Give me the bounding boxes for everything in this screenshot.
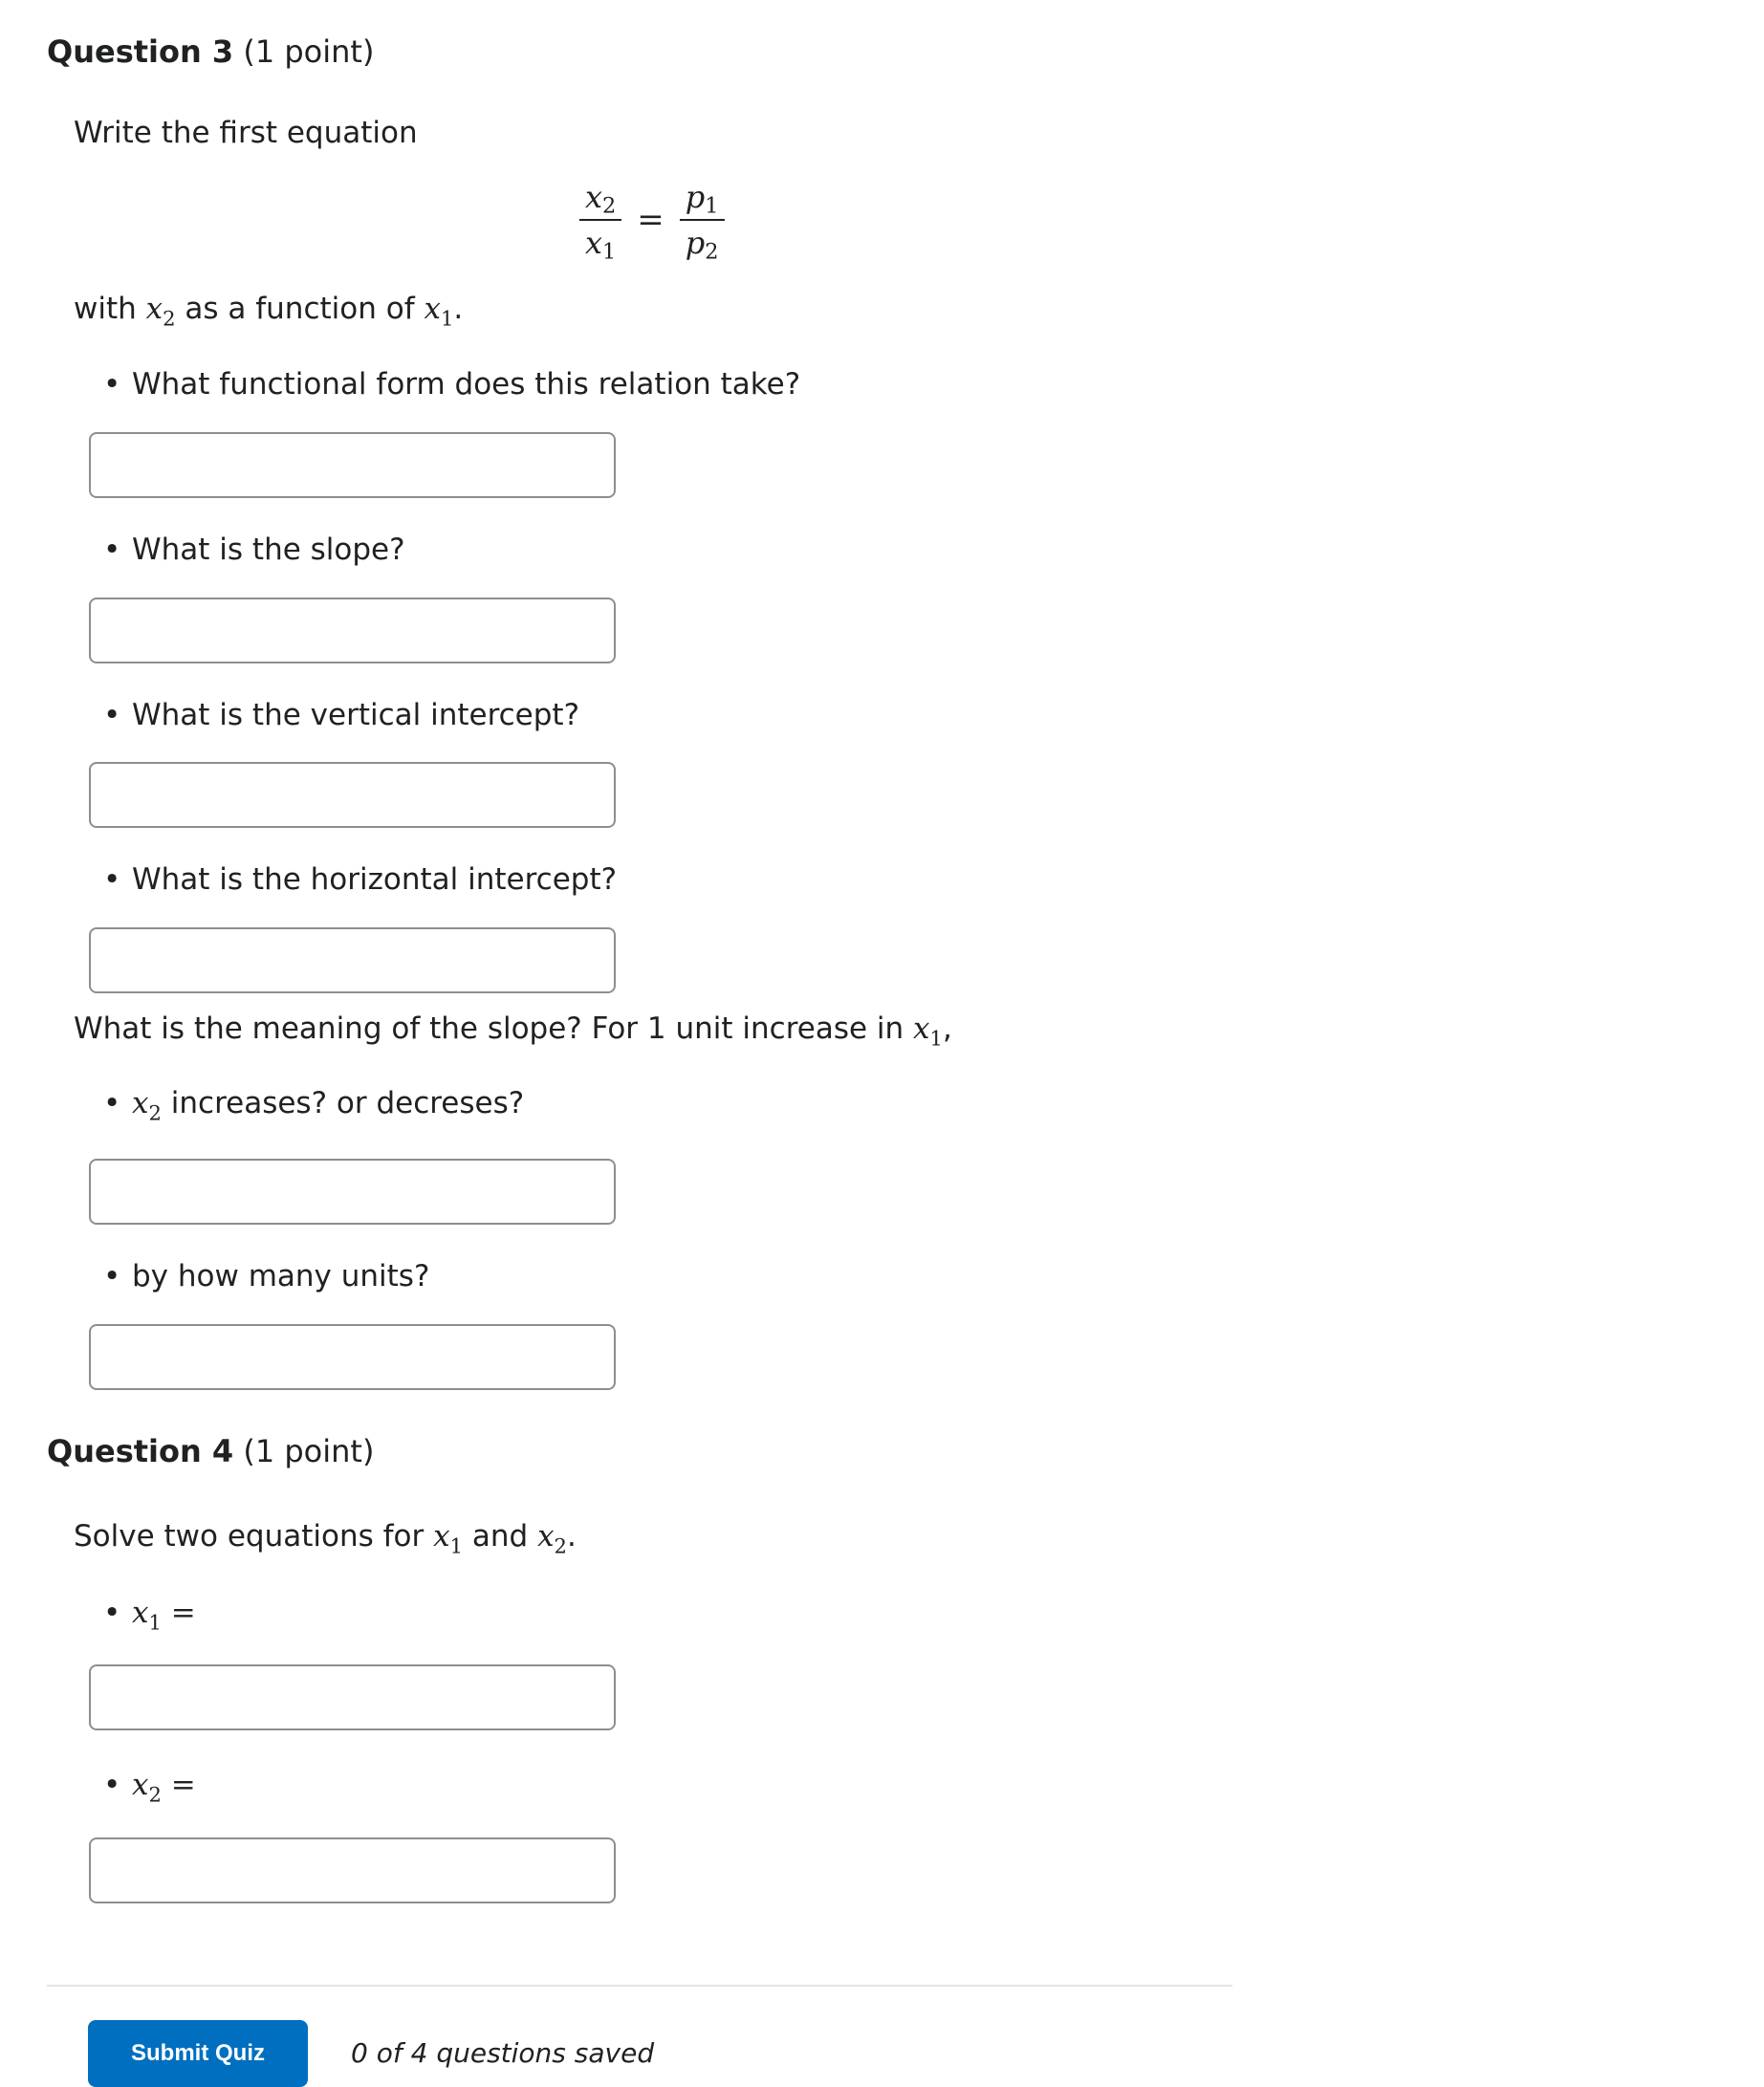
answer-x1-input[interactable] [89,1664,616,1730]
q4-intro-text: Solve two equations for $x_1$ and $x_2$. [74,1519,577,1558]
question-points: (1 point) [243,33,375,70]
question-points: (1 point) [243,1433,375,1469]
bullet-icon: • [103,533,121,567]
q3-intro-text: Write the first equation [74,116,418,150]
fraction-x2-over-x1: $\frac{x_2}{x_1}$ [579,179,621,261]
q3-with-text: with $x_2$ as a function of $x_1$. [74,292,464,331]
bullet-icon: • [103,862,121,897]
equation-display [579,172,725,268]
answer-horizontal-intercept-input[interactable] [89,927,616,993]
bullet-icon: • [103,1086,121,1120]
answer-functional-form-input[interactable] [89,432,616,498]
bullet-icon: • [103,698,121,732]
question-3-heading [47,33,374,71]
submit-quiz-button[interactable]: Submit Quiz [88,2020,308,2087]
answer-units-input[interactable] [89,1324,616,1390]
footer-divider [47,1985,1232,1987]
bullet-icon: • [103,1259,121,1294]
answer-slope-input[interactable] [89,598,616,663]
bullet-icon: • [103,1768,121,1802]
list-item: • What is the slope? [103,533,405,567]
question-number: Question 3 [47,33,234,70]
list-item: • by how many units? [103,1259,430,1294]
question-number: Question 4 [47,1433,234,1469]
equals-sign: = [637,201,664,239]
list-item: • What is the horizontal intercept? [103,862,618,897]
question-4-heading [47,1432,374,1470]
list-item: • $x_1$ = [103,1596,196,1635]
answer-vertical-intercept-input[interactable] [89,762,616,828]
q3-meaning-text: What is the meaning of the slope? For 1 unit increase in $x_1$, [74,1011,952,1051]
answer-x2-input[interactable] [89,1837,616,1903]
list-item: • What functional form does this relation take? [103,367,801,402]
list-item: • $x_2$ = [103,1768,196,1807]
list-item: • $x_2$ increases? or decreses? [103,1086,525,1125]
fraction-p1-over-p2: $\frac{p_1}{p_2}$ [680,179,725,261]
bullet-icon: • [103,1596,121,1630]
answer-increase-decrease-input[interactable] [89,1159,616,1225]
list-item: • What is the vertical intercept? [103,698,580,732]
save-status-text: 0 of 4 questions saved [351,2037,655,2069]
bullet-icon: • [103,367,121,402]
